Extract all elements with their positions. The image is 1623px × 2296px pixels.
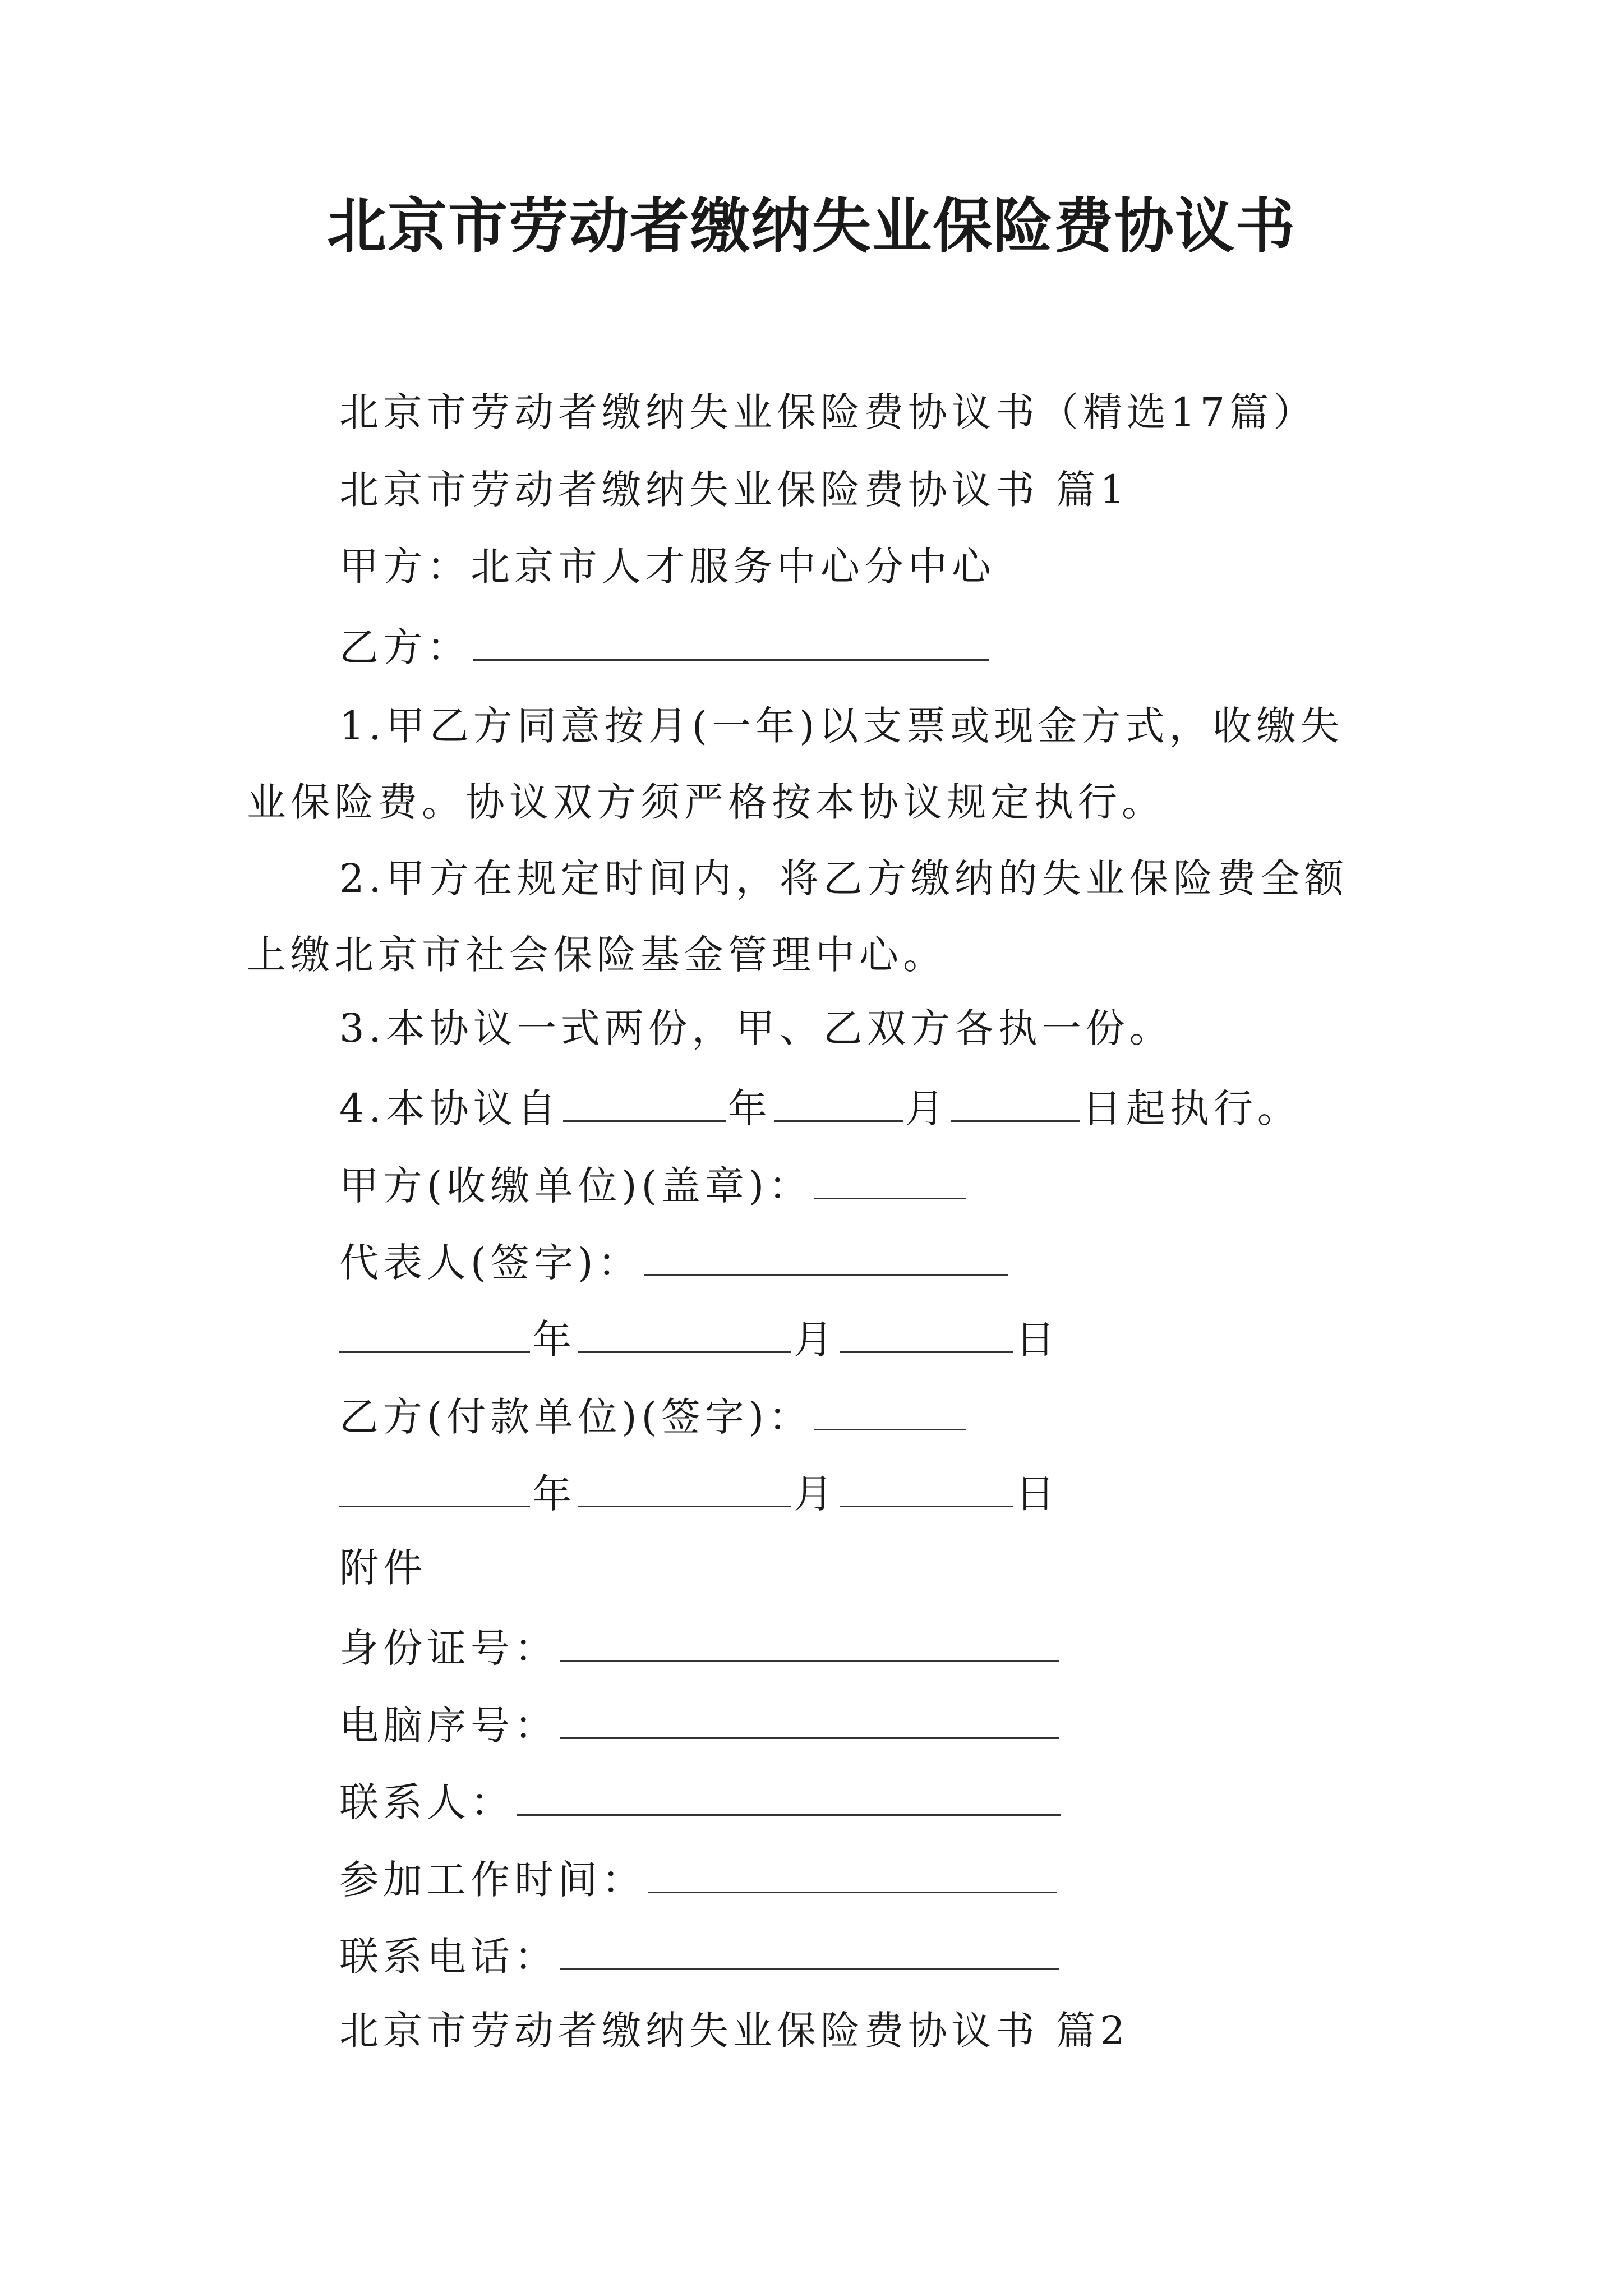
date-2-year-blank [339, 1471, 530, 1507]
date-2-month-blank [578, 1471, 791, 1507]
clause-1: 1.甲乙方同意按月(一年)以支票或现金方式，收缴失业保险费。协议双方须严格按本协议规定执行。 [247, 703, 1344, 825]
contact-blank [517, 1779, 1061, 1816]
clause-4-day-blank [951, 1085, 1080, 1122]
representative-blank [644, 1240, 1008, 1276]
date-line-2 [339, 1471, 1059, 1517]
work-start-blank [648, 1857, 1057, 1893]
date-2-year: 年 [532, 1471, 576, 1517]
representative-label: 代表人(签字)： [339, 1240, 642, 1286]
date-2-day: 日 [1016, 1471, 1059, 1517]
computer-no-blank [560, 1703, 1059, 1739]
party-a-label: 甲方： [339, 544, 471, 590]
clause-4 [339, 1085, 1301, 1131]
clause-3: 3.本协议一式两份，甲、乙双方各执一份。 [339, 1005, 1173, 1051]
sign-a-label: 甲方(收缴单位)(盖章)： [339, 1163, 813, 1209]
party-b-line [339, 624, 991, 670]
contact-label: 联系人： [339, 1779, 514, 1825]
date-1-year: 年 [532, 1317, 576, 1363]
party-a-line [339, 544, 995, 590]
attachment-field-computer-no [339, 1703, 1062, 1749]
article-heading-1: 北京市劳动者缴纳失业保险费协议书 篇1 [339, 467, 1129, 513]
phone-blank [560, 1934, 1059, 1970]
date-1-day: 日 [1016, 1317, 1059, 1363]
article-heading-2: 北京市劳动者缴纳失业保险费协议书 篇2 [339, 2008, 1129, 2054]
clause-4-suffix: 日起执行。 [1082, 1085, 1301, 1131]
computer-no-label: 电脑序号： [339, 1703, 558, 1749]
date-1-month: 月 [794, 1317, 837, 1363]
attachment-field-contact [339, 1779, 1063, 1825]
date-2-month: 月 [794, 1471, 837, 1517]
date-1-month-blank [578, 1317, 791, 1353]
clause-4-prefix: 4.本协议自 [339, 1085, 561, 1131]
date-2-day-blank [840, 1471, 1013, 1507]
sign-a-line [339, 1163, 968, 1209]
document-subtitle: 北京市劳动者缴纳失业保险费协议书（精选17篇） [339, 389, 1317, 435]
clause-4-year-blank [563, 1085, 726, 1122]
sign-b-label: 乙方(付款单位)(签字)： [339, 1394, 813, 1440]
clause-4-month-blank [774, 1085, 903, 1122]
party-b-blank [473, 624, 989, 661]
clause-2: 2.甲方在规定时间内，将乙方缴纳的失业保险费全额上缴北京市社会保险基金管理中心。 [247, 855, 1348, 978]
attachment-title: 附件 [339, 1545, 427, 1591]
sign-b-line [339, 1394, 968, 1440]
phone-label: 联系电话： [339, 1934, 558, 1980]
date-1-year-blank [339, 1317, 530, 1353]
clause-4-month: 月 [905, 1085, 949, 1131]
attachment-field-phone [339, 1934, 1062, 1980]
clause-4-year: 年 [727, 1085, 772, 1131]
work-start-label: 参加工作时间： [339, 1857, 645, 1903]
attachment-field-id [339, 1625, 1062, 1671]
party-a-value: 北京市人才服务中心分中心 [471, 544, 995, 590]
attachment-field-work-start [339, 1857, 1059, 1903]
id-number-blank [560, 1625, 1059, 1662]
id-number-label: 身份证号： [339, 1625, 558, 1671]
date-line-1 [339, 1317, 1059, 1363]
party-b-label: 乙方： [339, 624, 471, 670]
document-title: 北京市劳动者缴纳失业保险费协议书 [327, 191, 1296, 261]
sign-a-blank [814, 1163, 966, 1199]
sign-b-blank [814, 1394, 966, 1430]
date-1-day-blank [840, 1317, 1013, 1353]
representative-line [339, 1240, 1011, 1286]
